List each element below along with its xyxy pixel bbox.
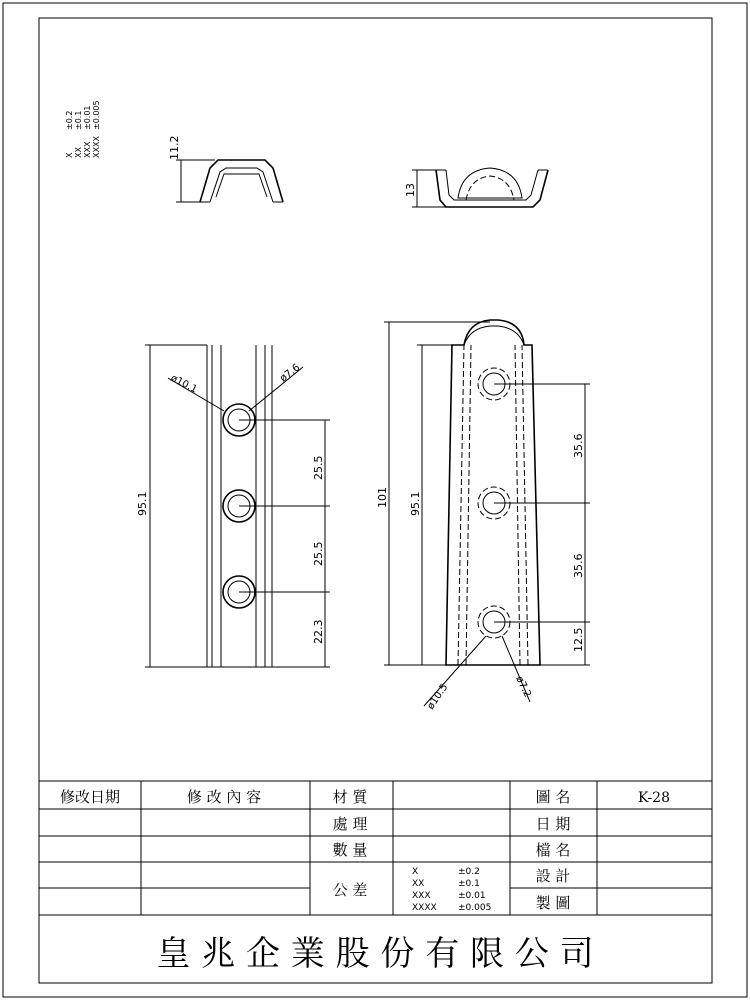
tol-grade-2: XXX: [83, 141, 92, 158]
tol-grade-0: X: [65, 152, 74, 158]
designer-label: 設 計: [535, 867, 571, 885]
left-pitch-1-label: 25.5: [312, 455, 325, 480]
company-name: 皇 兆 企 業 股 份 有 限 公 司: [156, 934, 594, 974]
tb-tol-value-2: ±0.01: [458, 891, 486, 901]
tolerance-note: [65, 100, 101, 158]
tol-value-2: ±0.01: [83, 105, 92, 130]
tb-tol-grade-0: X: [412, 867, 419, 877]
right-top-height-label: 13: [404, 183, 417, 197]
left-inner-dia-label: ø7.6: [278, 362, 303, 385]
outer-frame: [3, 3, 747, 997]
right-top-view: [404, 168, 548, 207]
left-pitch-2-label: 25.5: [312, 541, 325, 566]
left-front-view: [136, 345, 330, 667]
right-end-offset-label: 12.5: [572, 627, 585, 652]
tol-value-1: ±0.1: [74, 110, 83, 130]
right-pitch-1-label: 35.6: [572, 433, 585, 458]
left-outer-dia-label: ø10.1: [168, 372, 199, 396]
tb-tol-grade-3: XXXX: [412, 903, 437, 913]
right-pitch-2-label: 35.6: [572, 553, 585, 578]
left-length-label: 95.1: [136, 491, 149, 516]
drawing-name-value: K-28: [638, 790, 670, 806]
date-label: 日 期: [535, 815, 571, 833]
drafter-label: 製 圖: [535, 894, 571, 912]
rev-date-label: 修改日期: [59, 788, 121, 806]
right-length-label: 95.1: [409, 491, 422, 516]
left-top-view: [168, 136, 283, 203]
file-name-label: 檔 名: [535, 841, 571, 859]
drawing-name-label: 圖 名: [535, 788, 571, 806]
material-label: 材 質: [332, 788, 368, 806]
tol-value-0: ±0.2: [65, 110, 74, 130]
tb-tol-value-0: ±0.2: [458, 867, 480, 877]
tol-grade-1: XX: [74, 147, 83, 158]
tb-tol-grade-2: XXX: [412, 891, 431, 901]
treatment-label: 處 理: [332, 815, 368, 833]
right-overall-length-label: 101: [376, 487, 389, 508]
tb-tol-value-3: ±0.005: [458, 903, 492, 913]
left-end-offset-label: 22.3: [312, 619, 325, 644]
tolerance-label: 公 差: [332, 881, 368, 899]
title-block: [39, 781, 712, 974]
left-top-height-label: 11.2: [168, 135, 181, 160]
right-outer-dia-label: ø10.5: [425, 681, 451, 712]
quantity-label: 數 量: [332, 841, 368, 859]
tb-tol-grade-1: XX: [412, 879, 425, 889]
right-inner-dia-label: ø7.2: [513, 674, 533, 700]
tol-value-3: ±0.005: [92, 100, 101, 130]
rev-content-label: 修 改 內 容: [186, 788, 262, 806]
tb-tol-value-1: ±0.1: [458, 879, 480, 889]
tol-grade-3: XXXX: [92, 136, 101, 158]
right-front-view: [376, 320, 590, 712]
